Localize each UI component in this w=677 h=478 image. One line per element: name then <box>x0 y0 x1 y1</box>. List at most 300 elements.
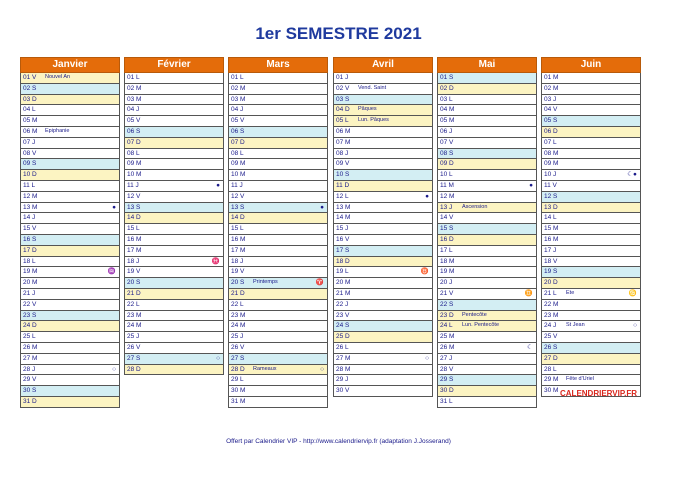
day-label: 21 L <box>544 289 557 297</box>
day-row <box>333 159 433 170</box>
day-row <box>124 257 224 268</box>
day-row <box>541 181 641 192</box>
day-note: Pentecôte <box>462 311 487 318</box>
day-label: 12 L <box>336 192 349 200</box>
day-label: 22 S <box>440 300 454 308</box>
day-row <box>124 159 224 170</box>
day-label: 31 L <box>440 397 453 405</box>
day-label: 07 D <box>231 138 245 146</box>
day-row <box>333 105 433 116</box>
day-row <box>20 354 120 365</box>
day-label: 05 S <box>544 117 558 125</box>
day-label: 22 L <box>127 300 140 308</box>
month-column-janvier <box>20 57 120 408</box>
day-row <box>20 267 120 278</box>
day-label: 03 L <box>440 95 453 103</box>
day-list <box>228 73 328 408</box>
day-row <box>541 105 641 116</box>
day-label: 03 M <box>231 95 246 103</box>
day-label: 25 L <box>23 333 36 341</box>
day-row <box>333 246 433 257</box>
day-label: 30 M <box>544 387 559 395</box>
day-list <box>20 73 120 408</box>
day-row <box>333 386 433 397</box>
day-row <box>124 192 224 203</box>
day-row <box>124 181 224 192</box>
day-row <box>541 343 641 354</box>
day-row <box>333 332 433 343</box>
day-label: 18 V <box>544 257 558 265</box>
day-row <box>124 203 224 214</box>
day-label: 21 D <box>127 289 141 297</box>
day-label: 05 V <box>127 117 141 125</box>
day-label: 18 D <box>336 257 350 265</box>
day-label: 14 L <box>544 214 557 222</box>
day-row <box>437 224 537 235</box>
day-label: 17 J <box>544 246 557 254</box>
day-row <box>437 289 537 300</box>
day-label: 15 L <box>127 225 140 233</box>
day-row <box>437 343 537 354</box>
day-row <box>333 343 433 354</box>
moon-phase-icon: ○ <box>320 365 324 373</box>
month-header: Avril <box>333 57 433 73</box>
day-label: 19 V <box>127 268 141 276</box>
brand-label: CALENDRIERVIP.FR <box>560 389 638 398</box>
day-row <box>124 311 224 322</box>
day-label: 17 S <box>336 246 350 254</box>
day-label: 29 V <box>23 376 37 384</box>
day-label: 26 S <box>544 343 558 351</box>
day-label: 09 M <box>544 160 559 168</box>
day-row <box>228 332 328 343</box>
day-row <box>20 375 120 386</box>
day-row <box>228 159 328 170</box>
day-label: 16 S <box>23 235 37 243</box>
day-label: 23 M <box>231 311 246 319</box>
day-row <box>437 246 537 257</box>
day-row <box>437 127 537 138</box>
day-row <box>228 311 328 322</box>
day-row <box>124 149 224 160</box>
day-label: 20 D <box>544 279 558 287</box>
moon-phase-icon: ♈ <box>315 279 324 287</box>
day-label: 24 L <box>440 322 453 330</box>
day-label: 26 M <box>23 343 38 351</box>
day-label: 14 V <box>440 214 454 222</box>
day-row <box>124 332 224 343</box>
day-row <box>20 159 120 170</box>
day-row <box>124 365 224 376</box>
day-label: 31 M <box>231 397 246 405</box>
month-header: Mars <box>228 57 328 73</box>
day-row <box>228 84 328 95</box>
day-row <box>20 116 120 127</box>
day-row <box>333 127 433 138</box>
day-row <box>20 95 120 106</box>
day-label: 03 J <box>544 95 557 103</box>
day-label: 28 L <box>544 365 557 373</box>
day-row <box>124 289 224 300</box>
day-row <box>437 213 537 224</box>
moon-phase-icon: ● <box>529 181 533 189</box>
day-label: 19 M <box>440 268 455 276</box>
day-row <box>228 257 328 268</box>
day-label: 03 D <box>23 95 37 103</box>
day-label: 27 M <box>336 354 351 362</box>
day-label: 20 J <box>440 279 453 287</box>
day-label: 21 M <box>336 289 351 297</box>
day-row <box>437 354 537 365</box>
day-list <box>333 73 433 397</box>
day-row <box>333 321 433 332</box>
day-label: 02 M <box>127 84 142 92</box>
day-row <box>437 311 537 322</box>
day-label: 24 J <box>544 322 557 330</box>
day-row <box>437 73 537 84</box>
day-row <box>124 354 224 365</box>
day-label: 26 V <box>127 343 141 351</box>
day-label: 28 J <box>23 365 36 373</box>
day-note: Ete <box>566 289 575 296</box>
day-label: 11 L <box>23 181 36 189</box>
day-row <box>541 149 641 160</box>
day-label: 12 V <box>231 192 245 200</box>
day-row <box>124 300 224 311</box>
day-note: Rameaux <box>253 365 277 372</box>
day-row <box>437 138 537 149</box>
day-label: 22 L <box>231 300 244 308</box>
day-row <box>333 116 433 127</box>
day-row <box>124 95 224 106</box>
day-row <box>333 73 433 84</box>
month-header: Juin <box>541 57 641 73</box>
day-label: 12 V <box>127 192 141 200</box>
day-label: 08 L <box>127 149 140 157</box>
day-label: 10 M <box>231 171 246 179</box>
moon-phase-icon: ☾ <box>527 343 533 351</box>
day-label: 17 L <box>440 246 453 254</box>
day-label: 17 M <box>127 246 142 254</box>
day-label: 01 M <box>544 74 559 81</box>
day-row <box>228 181 328 192</box>
day-row <box>124 343 224 354</box>
day-row <box>228 365 328 376</box>
day-label: 23 D <box>440 311 454 319</box>
day-row <box>124 105 224 116</box>
day-label: 30 V <box>336 387 350 395</box>
day-label: 14 J <box>23 214 36 222</box>
day-label: 18 J <box>231 257 244 265</box>
day-label: 06 S <box>127 127 141 135</box>
day-label: 09 V <box>336 160 350 168</box>
day-row <box>20 365 120 376</box>
day-row <box>20 181 120 192</box>
day-row <box>20 289 120 300</box>
day-label: 29 J <box>336 376 349 384</box>
day-row <box>333 84 433 95</box>
day-row <box>541 289 641 300</box>
day-label: 11 M <box>440 181 454 189</box>
day-row <box>437 332 537 343</box>
day-row <box>437 159 537 170</box>
day-row <box>333 257 433 268</box>
day-label: 25 J <box>127 333 140 341</box>
day-row <box>228 127 328 138</box>
day-row <box>124 267 224 278</box>
day-label: 29 S <box>440 376 454 384</box>
day-row <box>437 105 537 116</box>
day-label: 25 D <box>336 333 350 341</box>
day-note: Lun. Pâques <box>358 117 389 124</box>
day-label: 21 V <box>440 289 454 297</box>
day-label: 30 S <box>23 387 37 395</box>
day-row <box>20 192 120 203</box>
moon-phase-icon: ○ <box>425 354 429 362</box>
day-row <box>228 149 328 160</box>
day-label: 27 S <box>231 354 245 362</box>
day-label: 16 M <box>231 235 246 243</box>
day-label: 16 D <box>440 235 454 243</box>
day-row <box>541 321 641 332</box>
day-row <box>333 365 433 376</box>
day-label: 13 S <box>127 203 141 211</box>
day-label: 08 M <box>544 149 559 157</box>
day-label: 15 V <box>23 225 37 233</box>
day-row <box>333 267 433 278</box>
day-row <box>124 84 224 95</box>
credit-label: Offert par Calendrier VIP - http://www.calendriervip.fr (adaptation J.Josserand) <box>226 438 451 445</box>
day-row <box>228 73 328 84</box>
day-label: 19 V <box>231 268 245 276</box>
day-row <box>333 375 433 386</box>
day-label: 19 S <box>544 268 558 276</box>
day-row <box>124 246 224 257</box>
day-label: 24 M <box>127 322 142 330</box>
day-label: 07 M <box>336 138 351 146</box>
day-label: 04 V <box>544 106 558 114</box>
day-row <box>20 203 120 214</box>
day-label: 21 J <box>23 289 36 297</box>
day-row <box>541 73 641 84</box>
day-row <box>541 246 641 257</box>
day-label: 16 M <box>544 235 559 243</box>
day-label: 08 L <box>231 149 244 157</box>
day-label: 17 D <box>23 246 37 254</box>
day-label: 29 M <box>544 376 559 384</box>
day-row <box>437 95 537 106</box>
day-row <box>437 375 537 386</box>
day-row <box>124 116 224 127</box>
day-row <box>541 170 641 181</box>
day-row <box>437 397 537 408</box>
day-note: Nouvel An <box>45 74 71 80</box>
day-label: 16 M <box>127 235 142 243</box>
day-row <box>437 278 537 289</box>
day-row <box>228 267 328 278</box>
day-row <box>20 224 120 235</box>
day-row <box>124 73 224 84</box>
day-row <box>333 170 433 181</box>
day-label: 08 J <box>336 149 349 157</box>
day-label: 07 J <box>23 138 36 146</box>
day-row <box>20 235 120 246</box>
day-row <box>541 95 641 106</box>
day-row <box>20 246 120 257</box>
day-label: 06 D <box>544 127 558 135</box>
day-note: Ascension <box>462 203 488 210</box>
day-label: 18 M <box>440 257 455 265</box>
day-row <box>228 246 328 257</box>
day-list <box>541 73 641 397</box>
day-label: 03 M <box>127 95 142 103</box>
day-label: 19 L <box>336 268 349 276</box>
day-row <box>20 311 120 322</box>
day-row <box>541 332 641 343</box>
day-label: 25 V <box>544 333 558 341</box>
day-row <box>20 105 120 116</box>
day-row <box>541 267 641 278</box>
day-row <box>333 192 433 203</box>
month-column-juin <box>541 57 641 397</box>
day-label: 27 J <box>440 354 453 362</box>
month-header: Février <box>124 57 224 73</box>
day-label: 27 S <box>127 354 141 362</box>
day-label: 05 M <box>440 117 455 125</box>
day-label: 23 S <box>23 311 37 319</box>
day-row <box>228 354 328 365</box>
page-title: 1er SEMESTRE 2021 <box>255 24 422 43</box>
day-row <box>228 343 328 354</box>
day-label: 01 L <box>127 74 140 81</box>
day-label: 10 L <box>440 171 453 179</box>
day-row <box>20 343 120 354</box>
day-label: 12 M <box>440 192 455 200</box>
day-row <box>228 386 328 397</box>
day-row <box>20 332 120 343</box>
day-label: 23 M <box>127 311 142 319</box>
day-row <box>333 149 433 160</box>
day-label: 20 M <box>23 279 38 287</box>
day-row <box>20 397 120 408</box>
day-label: 05 V <box>231 117 245 125</box>
day-label: 14 M <box>336 214 351 222</box>
day-label: 25 M <box>440 333 455 341</box>
day-row <box>541 235 641 246</box>
moon-phase-icon: ♓ <box>211 257 220 265</box>
day-row <box>541 257 641 268</box>
day-row <box>228 397 328 408</box>
day-row <box>20 127 120 138</box>
day-row <box>333 224 433 235</box>
day-row <box>541 116 641 127</box>
day-row <box>124 127 224 138</box>
day-label: 11 V <box>544 181 557 189</box>
day-label: 26 L <box>336 343 349 351</box>
day-label: 15 L <box>231 225 244 233</box>
day-label: 08 V <box>23 149 37 157</box>
day-list <box>124 73 224 375</box>
day-row <box>124 278 224 289</box>
moon-phase-icon: ● <box>425 192 429 200</box>
day-row <box>437 149 537 160</box>
day-label: 25 J <box>231 333 244 341</box>
day-label: 13 J <box>440 203 453 211</box>
day-label: 09 M <box>231 160 246 168</box>
day-row <box>20 84 120 95</box>
day-label: 01 V <box>23 74 37 81</box>
day-label: 22 J <box>336 300 349 308</box>
day-label: 06 M <box>23 127 38 135</box>
day-label: 07 V <box>440 138 454 146</box>
month-column-avril <box>333 57 433 397</box>
day-row <box>437 321 537 332</box>
moon-phase-icon: ● <box>320 203 324 211</box>
moon-phase-icon: ● <box>216 181 220 189</box>
day-row <box>124 170 224 181</box>
day-row <box>333 354 433 365</box>
day-label: 15 S <box>440 225 454 233</box>
day-row <box>541 159 641 170</box>
day-label: 11 J <box>231 181 243 189</box>
day-label: 13 M <box>23 203 38 211</box>
day-row <box>437 116 537 127</box>
day-row <box>20 300 120 311</box>
month-header: Mai <box>437 57 537 73</box>
moon-phase-icon: ○ <box>216 354 220 362</box>
day-row <box>20 386 120 397</box>
day-label: 28 D <box>127 365 141 373</box>
day-row <box>333 300 433 311</box>
day-note: Lun. Pentecôte <box>462 322 500 329</box>
day-row <box>333 311 433 322</box>
day-row <box>20 149 120 160</box>
day-row <box>541 354 641 365</box>
day-label: 13 M <box>336 203 351 211</box>
day-row <box>333 95 433 106</box>
day-note: Printemps <box>253 279 278 286</box>
day-row <box>228 289 328 300</box>
day-row <box>541 300 641 311</box>
day-label: 27 M <box>23 354 38 362</box>
day-label: 15 J <box>336 225 349 233</box>
day-row <box>20 73 120 84</box>
day-row <box>437 235 537 246</box>
day-row <box>228 203 328 214</box>
day-label: 29 L <box>231 376 244 384</box>
day-row <box>228 95 328 106</box>
day-row <box>20 170 120 181</box>
day-label: 14 D <box>127 214 141 222</box>
day-row <box>541 375 641 386</box>
day-row <box>20 213 120 224</box>
day-label: 08 S <box>440 149 454 157</box>
month-column-fevrier <box>124 57 224 375</box>
day-label: 04 D <box>336 106 350 114</box>
day-label: 10 M <box>127 171 142 179</box>
day-row <box>228 138 328 149</box>
day-label: 13 S <box>231 203 245 211</box>
day-label: 28 V <box>440 365 454 373</box>
day-row <box>333 289 433 300</box>
day-row <box>228 213 328 224</box>
day-label: 30 M <box>231 387 246 395</box>
day-label: 10 S <box>336 171 350 179</box>
day-row <box>541 224 641 235</box>
day-label: 18 J <box>127 257 140 265</box>
day-row <box>228 235 328 246</box>
moon-phase-icon: ♒ <box>107 268 116 276</box>
